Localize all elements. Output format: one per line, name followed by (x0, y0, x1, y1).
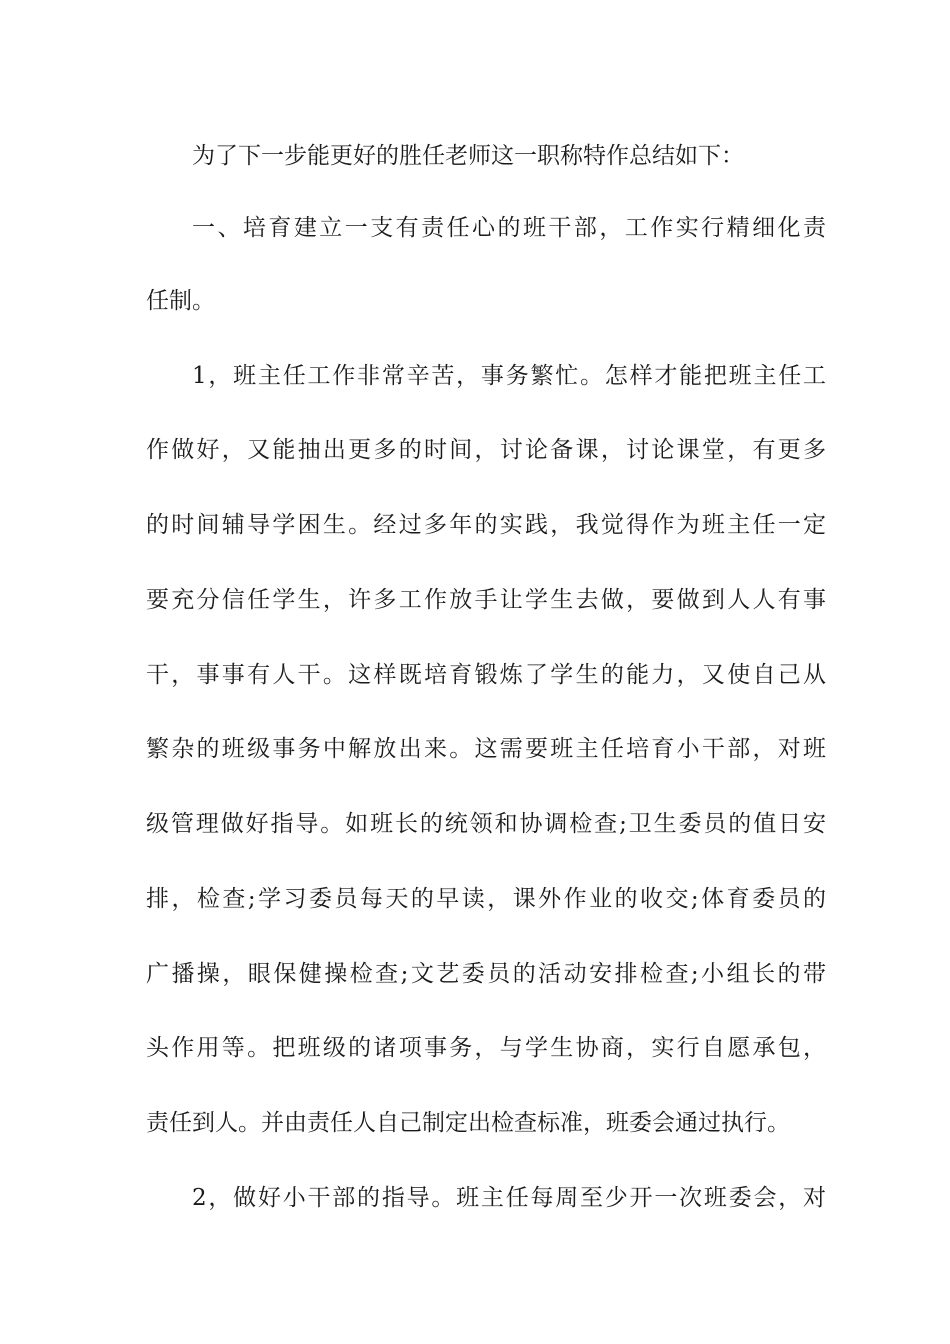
paragraph-line: 1，班主任工作非常辛苦，事务繁忙。怎样才能把班主任工 (192, 363, 826, 389)
paragraph-line: 责任到人。并由责任人自己制定出检查标准，班委会通过执行。 (146, 1110, 790, 1136)
paragraph-line: 广播操，眼保健操检查;文艺委员的活动安排检查;小组长的带 (146, 961, 826, 987)
paragraph-line: 要充分信任学生，许多工作放手让学生去做，要做到人人有事 (146, 587, 826, 613)
paragraph-line: 排，检查;学习委员每天的早读，课外作业的收交;体育委员的 (146, 886, 826, 912)
paragraph-line: 级管理做好指导。如班长的统领和协调检查;卫生委员的值日安 (146, 811, 826, 837)
paragraph-line: 头作用等。把班级的诸项事务，与学生协商，实行自愿承包， (146, 1035, 826, 1061)
paragraph-line: 为了下一步能更好的胜任老师这一职称特作总结如下： (192, 143, 744, 169)
paragraph-line: 干，事事有人干。这样既培育锻炼了学生的能力，又使自己从 (146, 662, 826, 688)
section-heading-line: 任制。 (146, 288, 215, 314)
paragraph-line: 的时间辅导学困生。经过多年的实践，我觉得作为班主任一定 (146, 512, 826, 538)
section-heading-line: 一、培育建立一支有责任心的班干部，工作实行精细化责 (192, 215, 826, 241)
paragraph-line: 2，做好小干部的指导。班主任每周至少开一次班委会，对 (192, 1185, 826, 1211)
paragraph-line: 作做好，又能抽出更多的时间，讨论备课，讨论课堂，有更多 (146, 437, 826, 463)
paragraph-line: 繁杂的班级事务中解放出来。这需要班主任培育小干部，对班 (146, 736, 826, 762)
